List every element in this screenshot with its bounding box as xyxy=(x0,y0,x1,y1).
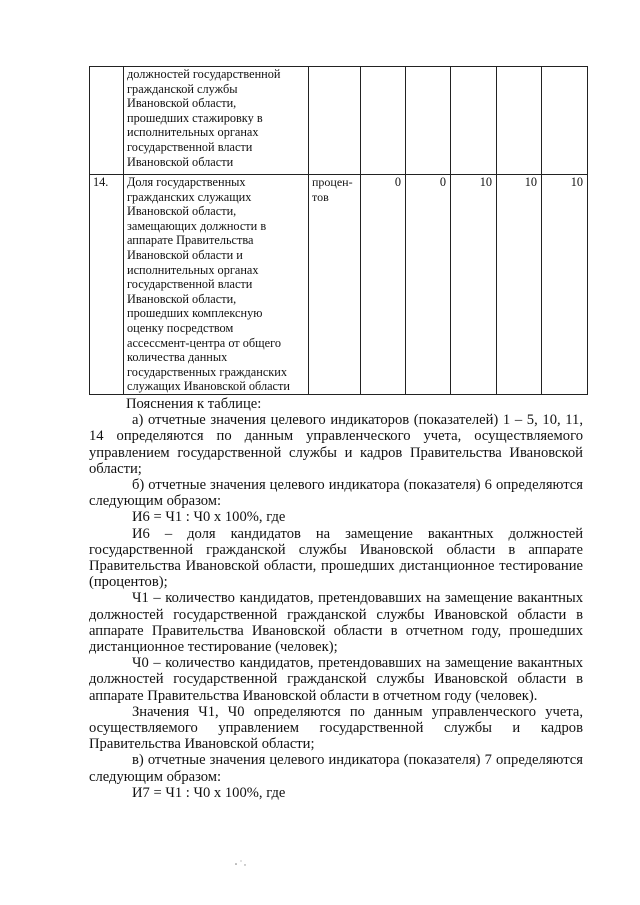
unit-cell: процен- тов xyxy=(309,175,361,395)
value-cell: 10 xyxy=(497,175,542,395)
value-cell: 0 xyxy=(361,175,406,395)
note-paragraph-b: б) отчетные значения целевого индикатора (показателя) 6 определяются следующим образом: xyxy=(89,477,583,510)
formula-i6: И6 = Ч1 : Ч0 х 100%, где xyxy=(132,509,286,526)
formula-i7: И7 = Ч1 : Ч0 х 100%, где xyxy=(132,784,286,801)
value-cell xyxy=(361,67,406,175)
value-cell: 10 xyxy=(451,175,497,395)
scan-speck-mark xyxy=(233,858,249,868)
table-row xyxy=(90,175,588,395)
value-cell xyxy=(406,67,451,175)
indicators-table xyxy=(89,66,588,395)
values-source-paragraph: Значения Ч1, Ч0 определяются по данным управленческого учета, осуществляемого управлением государственной службы и кадров Правительства Ивановской области; xyxy=(89,703,583,753)
value-cell xyxy=(497,67,542,175)
note-paragraph-a: а) отчетные значения целевого индикаторов (показателей) 1 – 5, 10, 11, 14 определяются по данным управленческого учета, осуществляемого управлением государственной службы и кадров Правительства Ивановской области; xyxy=(89,412,583,477)
definition-ch0: Ч0 – количество кандидатов, претендовавших на замещение вакантных должностей государственной гражданской службы Ивановской области в аппарате Правительства Ивановской области в отчетном году (человек). xyxy=(89,655,583,704)
value-cell: 10 xyxy=(542,175,588,395)
value-cell: 0 xyxy=(406,175,451,395)
indicator-name-cell: должностей государственной гражданской службы Ивановской области, прошедших стажировку в исполнительных органах государственной власти Ивановской области xyxy=(124,67,309,175)
definition-i6: И6 – доля кандидатов на замещение вакантных должностей государственной гражданской службы Ивановской области в аппарате Правительства Ивановской области, прошедших дистанционное тестирование (процентов); xyxy=(89,525,583,591)
value-cell xyxy=(451,67,497,175)
value-cell xyxy=(542,67,588,175)
table-notes xyxy=(89,396,583,801)
row-number-cell xyxy=(90,67,124,175)
note-paragraph-v: в) отчетные значения целевого индикатора (показателя) 7 определяются следующим образом: xyxy=(89,752,583,785)
unit-cell xyxy=(309,67,361,175)
definition-ch1: Ч1 – количество кандидатов, претендовавших на замещение вакантных должностей государственной гражданской службы Ивановской области в аппарате Правительства Ивановской области в отчетном году, прошедших дистанционное тестирование (человек); xyxy=(89,590,583,656)
row-number-cell: 14. xyxy=(90,175,124,395)
indicator-name-cell: Доля государственных гражданских служащих Ивановской области, замещающих должности в аппарате Правительства Ивановской области и исполнительных органах государственной власти Ивановской области, прошедших комплексную оценку посредством ассессмент-центра от общего количества данных государственных гражданских служащих Ивановской области xyxy=(124,175,309,395)
table-row xyxy=(90,67,588,175)
notes-title: Пояснения к таблице: xyxy=(126,396,262,412)
